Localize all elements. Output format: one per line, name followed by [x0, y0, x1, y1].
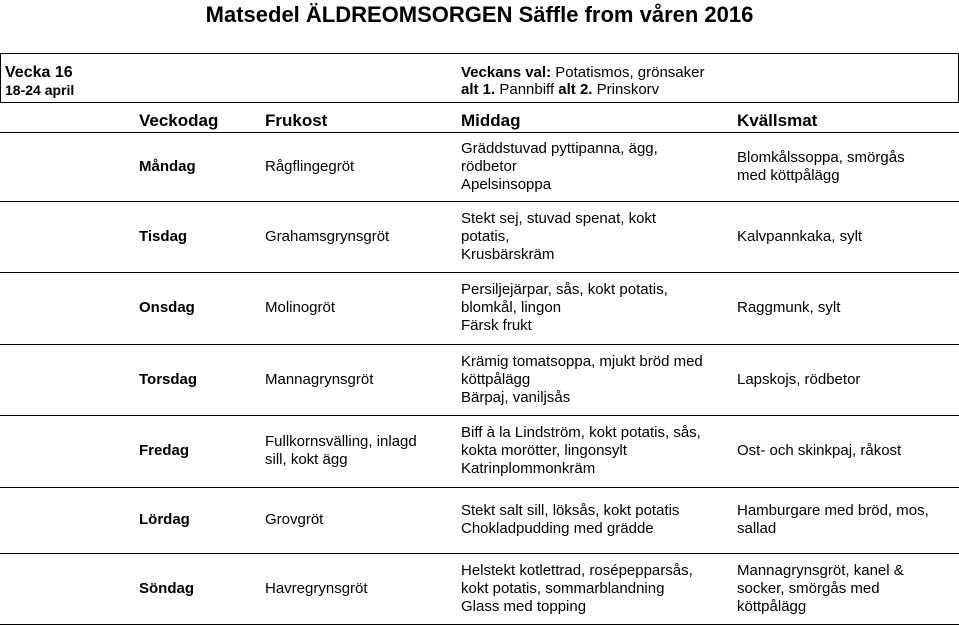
dinner-line: socker, smörgås med — [737, 580, 880, 597]
lunch-line: blomkål, lingon — [461, 299, 562, 316]
cell-day — [139, 158, 196, 176]
day-name: Fredag — [139, 442, 190, 459]
dinner-line: med köttpålägg — [737, 167, 840, 184]
dinner-line: köttpålägg — [737, 598, 807, 615]
cell-dinner — [737, 228, 862, 246]
rule-row — [0, 415, 959, 416]
lunch-line: Färsk frukt — [461, 317, 532, 334]
dinner-line: Blomkålssoppa, smörgås — [737, 149, 905, 166]
dinner-line: Ost- och skinkpaj, råkost — [737, 442, 902, 459]
rule-top — [0, 53, 959, 54]
cell-breakfast — [265, 580, 368, 598]
lunch-line: köttpålägg — [461, 371, 531, 388]
lunch-line: Katrinplommonkräm — [461, 460, 596, 477]
dinner-line: Lapskojs, rödbetor — [737, 371, 861, 388]
breakfast-line: Grahamsgrynsgröt — [265, 228, 390, 245]
border-left — [0, 53, 1, 102]
day-name: Söndag — [139, 580, 194, 597]
cell-dinner — [737, 371, 860, 389]
alt2-label: alt 2. — [558, 81, 593, 98]
day-name: Onsdag — [139, 299, 195, 316]
dinner-line: Kalvpannkaka, sylt — [737, 228, 863, 245]
week-info — [5, 64, 74, 99]
cell-breakfast — [265, 299, 335, 317]
cell-lunch — [461, 210, 656, 264]
cell-day — [139, 442, 189, 460]
rule-row — [0, 344, 959, 345]
lunch-line: Apelsinsoppa — [461, 176, 552, 193]
dinner-line: Raggmunk, sylt — [737, 299, 841, 316]
breakfast-line: sill, kokt ägg — [265, 451, 348, 468]
lunch-line: Bärpaj, vaniljsås — [461, 389, 571, 406]
lunch-line: Krämig tomatsoppa, mjukt bröd med — [461, 353, 703, 370]
cell-day — [139, 228, 187, 246]
day-name: Måndag — [139, 158, 196, 175]
weekly-choice-value: Potatismos, grönsaker — [555, 64, 705, 81]
lunch-line: Glass med topping — [461, 598, 587, 615]
cell-lunch — [461, 424, 701, 478]
dinner-line: Hamburgare med bröd, mos, — [737, 502, 929, 519]
alt2-value: Prinskorv — [592, 81, 660, 98]
rule-week — [0, 102, 959, 103]
rule-header — [0, 132, 959, 133]
alt1-value: Pannbiff — [495, 81, 559, 98]
lunch-line: Krusbärskräm — [461, 246, 555, 263]
breakfast-line: Fullkornsvälling, inlagd — [265, 433, 417, 450]
lunch-line: Biff à la Lindström, kokt potatis, sås, — [461, 424, 701, 441]
cell-lunch — [461, 502, 679, 538]
cell-breakfast — [265, 371, 373, 389]
lunch-line: rödbetor — [461, 158, 517, 175]
alt1-label: alt 1. — [461, 81, 496, 98]
cell-lunch — [461, 353, 703, 407]
header-lunch: Middag — [461, 111, 521, 130]
rule-row — [0, 553, 959, 554]
dinner-line: Mannagrynsgröt, kanel & — [737, 562, 904, 579]
weekly-choice-label: Veckans val: — [461, 64, 552, 81]
cell-dinner — [737, 502, 929, 538]
lunch-line: kokta morötter, lingonsylt — [461, 442, 627, 459]
breakfast-line: Mannagrynsgröt — [265, 371, 374, 388]
day-name: Lördag — [139, 511, 190, 528]
header-dinner: Kvällsmat — [737, 111, 818, 130]
cell-lunch — [461, 281, 668, 335]
cell-lunch — [461, 562, 693, 616]
cell-lunch — [461, 140, 658, 194]
breakfast-line: Grovgröt — [265, 511, 324, 528]
day-name: Tisdag — [139, 228, 188, 245]
lunch-line: potatis, — [461, 228, 510, 245]
cell-breakfast — [265, 228, 389, 246]
cell-dinner — [737, 299, 840, 317]
breakfast-line: Rågflingegröt — [265, 158, 355, 175]
breakfast-line: Molinogröt — [265, 299, 336, 316]
lunch-line: Chokladpudding med grädde — [461, 520, 654, 537]
header-breakfast: Frukost — [265, 111, 328, 130]
week-dates: 18-24 april — [5, 82, 75, 98]
cell-breakfast — [265, 158, 354, 176]
cell-breakfast — [265, 433, 417, 469]
cell-day — [139, 511, 190, 529]
cell-day — [139, 580, 194, 598]
header-day: Veckodag — [139, 111, 219, 130]
weekly-choice — [461, 64, 704, 98]
cell-day — [139, 299, 195, 317]
cell-dinner — [737, 149, 905, 185]
cell-dinner — [737, 442, 901, 460]
rule-row — [0, 487, 959, 488]
breakfast-line: Havregrynsgröt — [265, 580, 368, 597]
cell-dinner — [737, 562, 904, 616]
lunch-line: Stekt sej, stuvad spenat, kokt — [461, 210, 657, 227]
rule-row — [0, 201, 959, 202]
dinner-line: sallad — [737, 520, 777, 537]
lunch-line: Helstekt kotlettrad, rosépepparsås, — [461, 562, 693, 579]
day-name: Torsdag — [139, 371, 198, 388]
lunch-line: Persiljejärpar, sås, kokt potatis, — [461, 281, 668, 298]
cell-day — [139, 371, 197, 389]
lunch-line: Gräddstuvad pyttipanna, ägg, — [461, 140, 658, 157]
rule-row — [0, 272, 959, 273]
week-number: Vecka 16 — [5, 64, 73, 81]
cell-breakfast — [265, 511, 323, 529]
page-title: Matsedel ÄLDREOMSORGEN Säffle from våren 2016 — [205, 2, 754, 27]
lunch-line: kokt potatis, sommarblandning — [461, 580, 665, 597]
lunch-line: Stekt salt sill, löksås, kokt potatis — [461, 502, 680, 519]
